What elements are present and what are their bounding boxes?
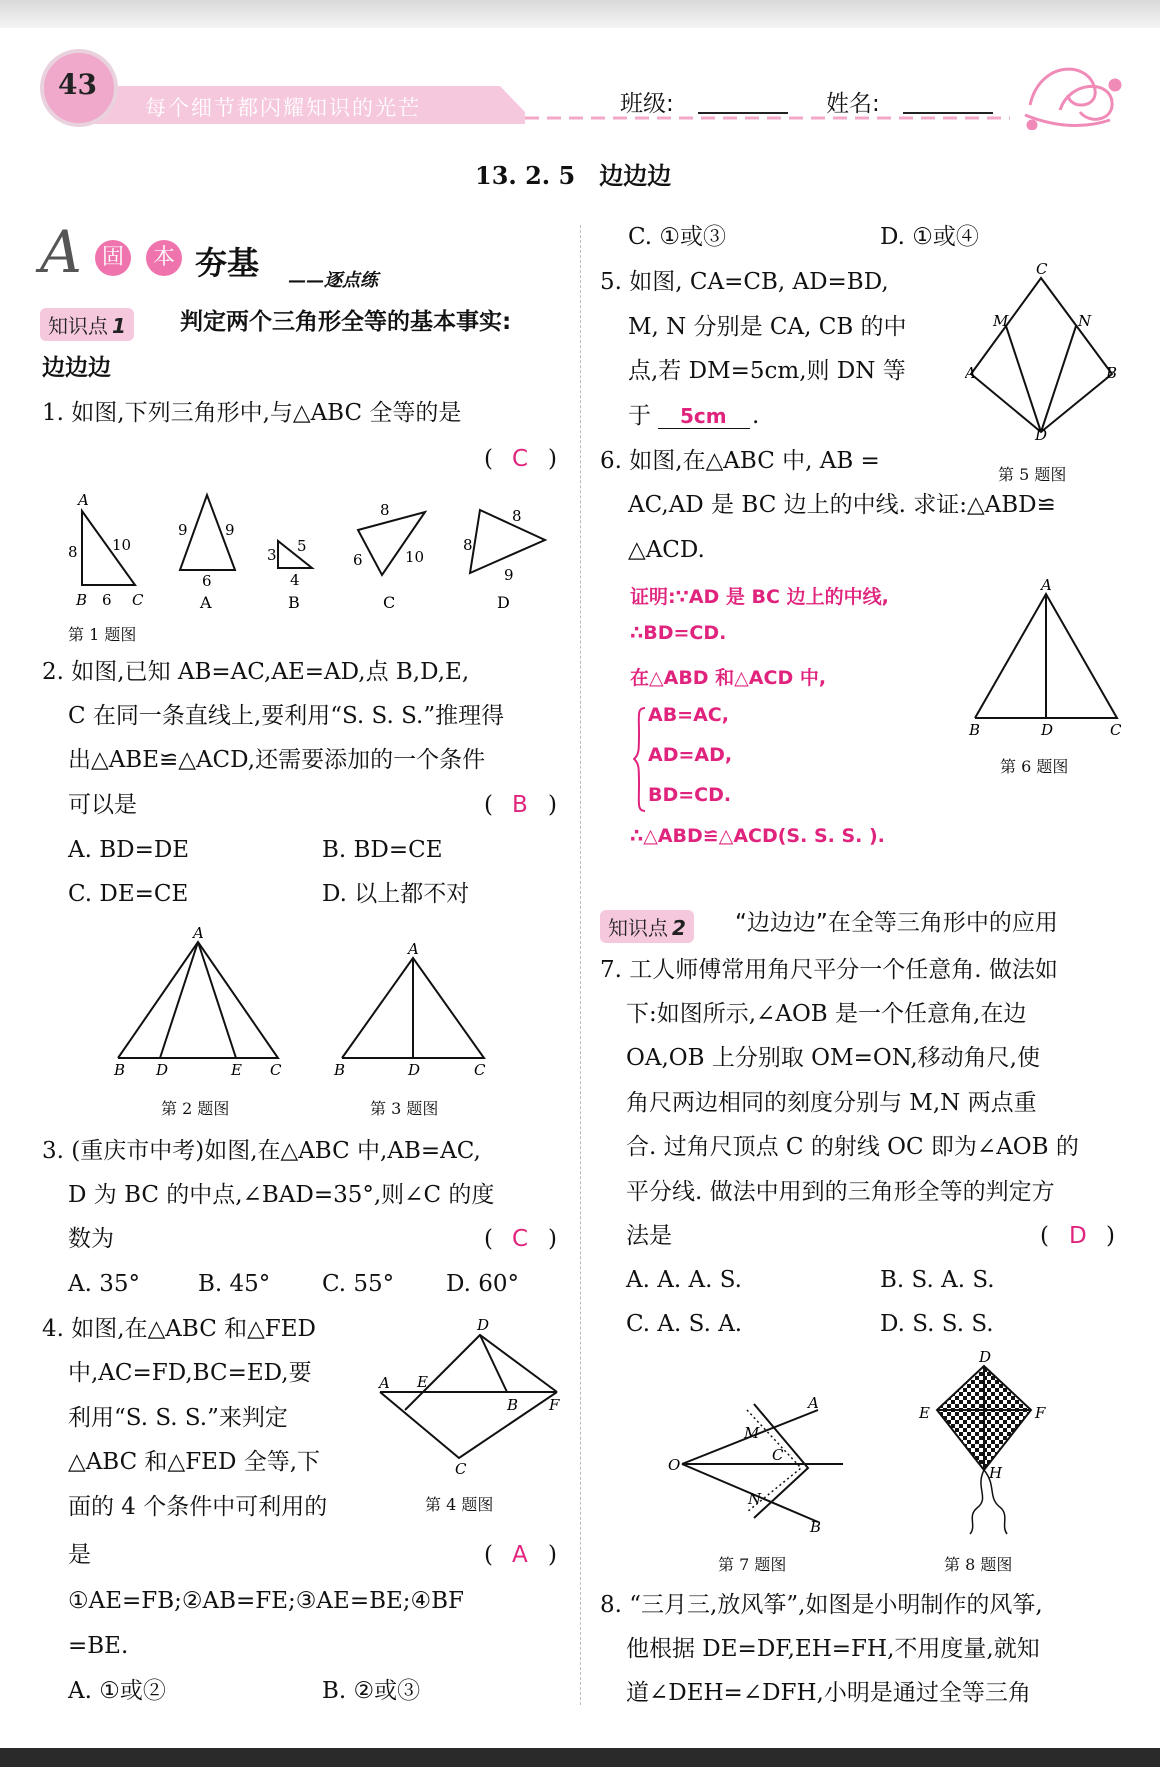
q4-option-a: A. ①或②: [68, 1678, 166, 1704]
class-label: 班级:: [620, 91, 674, 117]
q3-label-b: B: [334, 1061, 346, 1079]
q4-label-f: F: [549, 1396, 560, 1414]
q2-paren-close: ): [548, 792, 557, 818]
q4-line6: 是: [68, 1542, 91, 1568]
q8-line3: 道∠DEH=∠DFH,小明是通过全等三角: [626, 1680, 1031, 1706]
q5-label-a: A: [965, 364, 976, 382]
q5-caption: 第 5 题图: [998, 465, 1067, 484]
q4-label-a: A: [379, 1374, 390, 1392]
section-subtitle: ——逐点练: [288, 270, 378, 291]
q1-triangle-option-d: [470, 510, 545, 573]
name-blank: [903, 112, 993, 114]
q7-line2: 下:如图所示,∠AOB 是一个任意角,在边: [626, 1001, 1027, 1027]
q8-label-f: F: [1035, 1404, 1046, 1422]
q1-b-side-3: 4: [290, 571, 300, 589]
q1-option-c-label: C: [383, 593, 396, 612]
q6-label-a: A: [1041, 578, 1052, 594]
q1-paren-close: ): [548, 446, 557, 472]
q3-label-d: D: [408, 1061, 421, 1079]
q6-proof-line1: 证明:∵AD 是 BC 边上的中线,: [630, 586, 889, 608]
q1-side-6: 6: [102, 591, 112, 609]
q7-paren-close: ): [1106, 1223, 1115, 1249]
q6-proof-line3: 在△ABD 和△ACD 中,: [630, 667, 827, 689]
floral-ornament-icon: [1025, 69, 1120, 129]
section-main-title: 夯基: [195, 244, 260, 282]
q2-option-d: D. 以上都不对: [322, 881, 470, 907]
q1-a-side-2: 9: [225, 521, 235, 539]
q2-label-c: C: [270, 1061, 282, 1079]
q6-line2: AC,AD 是 BC 边上的中线. 求证:△ABD≌: [628, 492, 1056, 518]
q7-line4: 角尺两边相同的刻度分别与 M,N 两点重: [626, 1090, 1037, 1116]
q2-line1: 2. 如图,已知 AB=AC,AE=AD,点 B,D,E,: [42, 659, 470, 685]
q7-label-o: O: [668, 1456, 681, 1474]
q5-line1: 5. 如图, CA=CB, AD=BD,: [600, 269, 889, 295]
q7-label-b: B: [810, 1518, 822, 1535]
q6-proof-line7: ∴△ABD≌△ACD(S. S. S. ).: [630, 825, 885, 847]
q6-label-d: D: [1041, 721, 1054, 738]
q1-d-side-2: 8: [512, 507, 522, 525]
q8-line1: 8. “三月三,放风筝”,如图是小明制作的风筝,: [600, 1592, 1043, 1618]
q1-side-8: 8: [68, 543, 78, 561]
q5-answer: 5cm: [680, 404, 727, 428]
q2-line3: 出△ABE≌△ACD,还需要添加的一个条件: [68, 747, 486, 773]
q3-label-a: A: [408, 940, 419, 958]
q4-paren-close: ): [548, 1542, 557, 1568]
q3-line1: 3. (重庆市中考)如图,在△ABC 中,AB=AC,: [42, 1138, 481, 1164]
page-number: 43: [58, 68, 97, 101]
q6-caption: 第 6 题图: [1000, 757, 1069, 776]
q2-answer: B: [512, 792, 528, 818]
q6-label-c: C: [1110, 721, 1122, 738]
q3-option-b: B. 45°: [198, 1271, 271, 1297]
q7-line1: 7. 工人师傅常用角尺平分一个任意角. 做法如: [600, 957, 1058, 983]
q7-line5: 合. 过角尺顶点 C 的射线 OC 即为∠AOB 的: [626, 1134, 1079, 1160]
q7-line7: 法是: [626, 1223, 672, 1249]
q7-label-m: M: [744, 1424, 760, 1442]
q2-label-b: B: [114, 1061, 126, 1079]
q1-option-d-label: D: [497, 593, 510, 612]
kp1-number: 1: [112, 314, 126, 338]
q2-label-d: D: [156, 1061, 169, 1079]
q4-label-d: D: [477, 1316, 490, 1334]
q4-paren-open: (: [484, 1542, 493, 1568]
q7-paren-open: (: [1040, 1223, 1049, 1249]
q8-caption: 第 8 题图: [944, 1555, 1013, 1574]
q7-label-n: N: [748, 1490, 762, 1508]
q1-caption: 第 1 题图: [68, 625, 137, 644]
q4-line3: 利用“S. S. S.”来判定: [68, 1405, 288, 1431]
q2-label-e: E: [231, 1061, 242, 1079]
q6-proof-line4: AB=AC,: [648, 704, 729, 726]
section-circle-1: 固: [95, 240, 131, 276]
q7-option-c: C. A. S. A.: [626, 1311, 743, 1337]
q7-line6: 平分线. 做法中用到的三角形全等的判定方: [626, 1179, 1055, 1205]
q8-kite-figure: [915, 1348, 1055, 1538]
knowledge-point-1-tag: [40, 308, 134, 341]
q8-label-h: H: [989, 1464, 1003, 1482]
q2-label-a: A: [193, 924, 204, 942]
q4-label-c: C: [455, 1460, 467, 1475]
q4-option-c: C. ①或③: [628, 224, 727, 250]
q4-line8: =BE.: [68, 1633, 129, 1659]
q1-stem: 1. 如图,下列三角形中,与△ABC 全等的是: [42, 400, 462, 426]
kp1-title-line1: 判定两个三角形全等的基本事实:: [180, 309, 512, 335]
q2-option-c: C. DE=CE: [68, 881, 189, 907]
q2-option-a: A. BD=DE: [68, 837, 190, 863]
q5-figure: [965, 260, 1125, 450]
q5-label-c: C: [1036, 260, 1048, 278]
q1-c-side-1: 8: [380, 501, 390, 519]
q1-figure: [40, 485, 560, 620]
q1-a-side-1: 9: [178, 521, 188, 539]
class-blank: [698, 112, 788, 114]
q3-option-d: D. 60°: [446, 1271, 520, 1297]
q3-figure: [333, 940, 486, 1079]
q3-option-a: A. 35°: [68, 1271, 140, 1297]
q3-paren-open: (: [484, 1226, 493, 1252]
bottom-edge: [0, 1748, 1160, 1767]
page-title: 13. 2. 5 边边边: [475, 161, 672, 190]
kp1-title-line2: 边边边: [42, 355, 111, 381]
q2-q3-figures: [110, 920, 490, 1085]
q2-line4: 可以是: [68, 792, 137, 818]
section-circle-2: 本: [146, 240, 182, 276]
q4-option-d: D. ①或④: [880, 224, 979, 250]
column-divider: [580, 225, 581, 1705]
q7-line3: OA,OB 上分别取 OM=ON,移动角尺,使: [626, 1045, 1040, 1071]
q6-figure: [965, 578, 1125, 738]
q7-label-c: C: [772, 1446, 784, 1464]
kp2-title: “边边边”在全等三角形中的应用: [735, 910, 1058, 936]
q1-a-side-3: 6: [202, 572, 212, 590]
q7-figure: [668, 1390, 853, 1535]
q7-option-b: B. S. A. S.: [880, 1267, 995, 1293]
q1-d-side-1: 8: [463, 536, 473, 554]
q1-label-c: C: [132, 591, 144, 609]
q8-label-e: E: [919, 1404, 930, 1422]
q1-b-side-2: 5: [297, 537, 307, 555]
q1-c-side-2: 6: [353, 551, 363, 569]
q7-answer: D: [1069, 1223, 1087, 1249]
q1-label-a: A: [78, 491, 89, 509]
q4-figure: [375, 1310, 565, 1475]
q4-line7: ①AE=FB;②AB=FE;③AE=BE;④BF: [68, 1588, 465, 1614]
q2-caption: 第 2 题图: [161, 1099, 230, 1118]
q6-proof-line5: AD=AD,: [648, 744, 733, 766]
q6-label-b: B: [969, 721, 981, 738]
q1-paren-open: (: [484, 446, 493, 472]
q4-line2: 中,AC=FD,BC=ED,要: [68, 1360, 312, 1386]
q7-label-a: A: [808, 1394, 819, 1412]
q3-label-c: C: [474, 1061, 486, 1079]
q7-option-d: D. S. S. S.: [880, 1311, 994, 1337]
q5-label-m: M: [993, 312, 1009, 330]
q5-label-b: B: [1106, 364, 1118, 382]
q7-caption: 第 7 题图: [718, 1555, 787, 1574]
section-a-letter: A: [40, 218, 82, 286]
q5-line4-post: .: [752, 403, 760, 429]
q8-line2: 他根据 DE=DF,EH=FH,不用度量,就知: [626, 1636, 1040, 1662]
q4-label-b: B: [507, 1396, 519, 1414]
q4-label-e: E: [417, 1373, 428, 1391]
header-slogan: 每个细节都闪耀知识的光芒: [145, 96, 421, 120]
q7-option-a: A. A. A. S.: [626, 1267, 742, 1293]
kp2-number: 2: [672, 916, 686, 940]
q1-d-side-3: 9: [504, 566, 514, 584]
q6-proof-line6: BD=CD.: [648, 784, 732, 806]
q4-answer: A: [512, 1542, 528, 1568]
q4-line4: △ABC 和△FED 全等,下: [68, 1449, 321, 1475]
q2-line2: C 在同一条直线上,要利用“S. S. S.”推理得: [68, 703, 505, 729]
q1-c-side-3: 10: [405, 548, 425, 566]
q5-label-n: N: [1078, 312, 1092, 330]
name-label: 姓名:: [826, 91, 880, 117]
q1-label-b: B: [76, 591, 88, 609]
q4-line1: 4. 如图,在△ABC 和△FED: [42, 1316, 316, 1342]
q6-line3: △ACD.: [628, 537, 705, 563]
q4-line5: 面的 4 个条件中可利用的: [68, 1494, 328, 1520]
q5-line3: 点,若 DM=5cm,则 DN 等: [628, 358, 906, 384]
q5-line4-pre: 于: [628, 403, 651, 429]
q1-option-b-label: B: [288, 593, 300, 612]
q8-label-d: D: [979, 1348, 992, 1366]
q1-option-a-label: A: [200, 593, 212, 612]
q2-option-b: B. BD=CE: [322, 837, 443, 863]
q1-answer: C: [512, 446, 529, 472]
kp2-label: 知识点: [608, 916, 668, 940]
top-edge: [0, 0, 1160, 28]
q2-figure: [113, 924, 282, 1079]
q1-b-side-1: 3: [267, 546, 277, 564]
q6-proof-brace-icon: [633, 705, 647, 815]
q6-proof-line2: ∴BD=CD.: [630, 622, 727, 644]
knowledge-point-2-tag: [600, 910, 694, 943]
q5-line2: M, N 分别是 CA, CB 的中: [628, 314, 907, 340]
q3-answer: C: [512, 1226, 529, 1252]
q6-line1: 6. 如图,在△ABC 中, AB =: [600, 448, 880, 474]
q3-option-c: C. 55°: [322, 1271, 395, 1297]
q3-line2: D 为 BC 的中点,∠BAD=35°,则∠C 的度: [68, 1182, 495, 1208]
q3-line3: 数为: [68, 1226, 114, 1252]
q4-caption: 第 4 题图: [425, 1495, 494, 1514]
kp1-label: 知识点: [48, 314, 108, 338]
q5-label-d: D: [1035, 426, 1048, 444]
q4-option-b: B. ②或③: [322, 1678, 421, 1704]
q3-caption: 第 3 题图: [370, 1099, 439, 1118]
q3-paren-close: ): [548, 1226, 557, 1252]
q1-side-10: 10: [112, 536, 132, 554]
q1-triangle-option-b: [278, 541, 312, 568]
q2-paren-open: (: [484, 792, 493, 818]
